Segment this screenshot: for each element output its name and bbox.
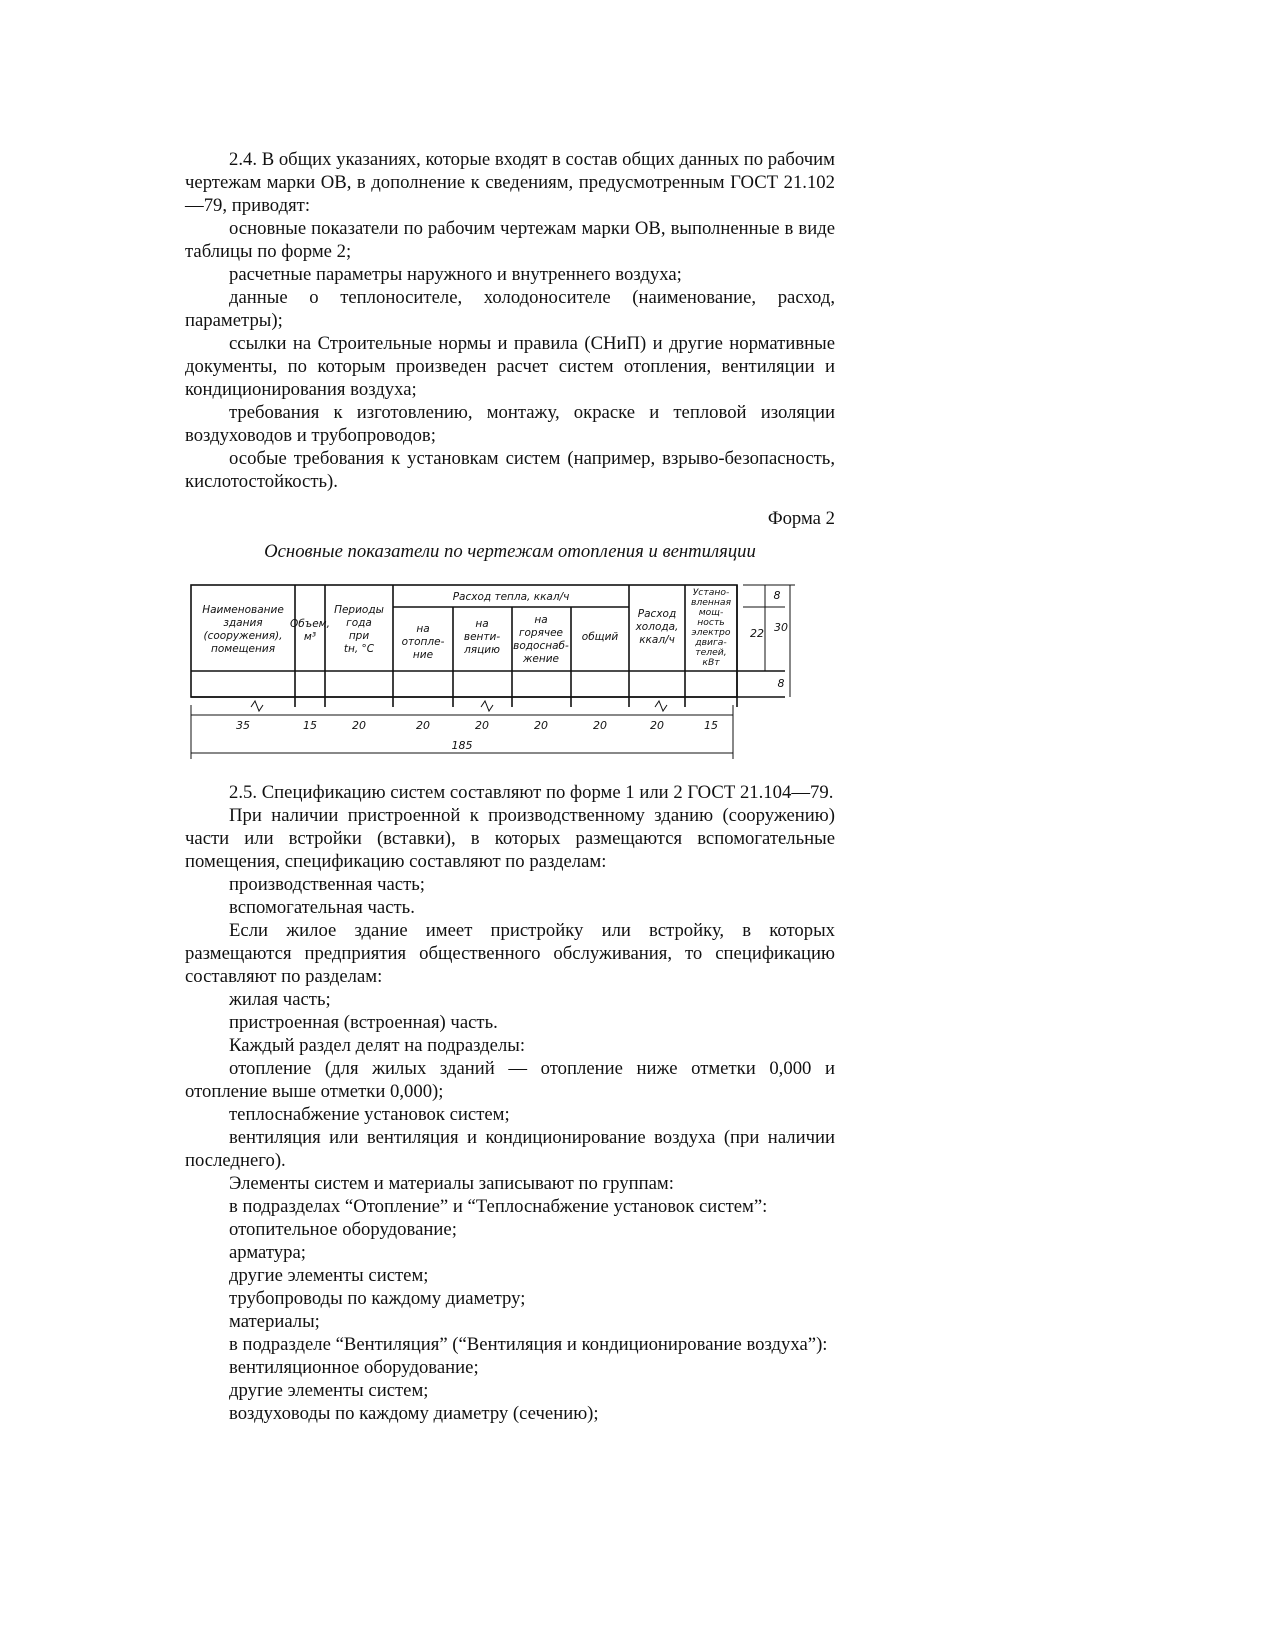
col3-line2: года xyxy=(346,617,372,629)
list-item: вспомогательная часть. xyxy=(229,897,415,918)
col1-line2: здания xyxy=(223,617,263,629)
section-2-4-intro: 2.4. В общих указаниях, которые входят в состав общих данных по рабочим чертежам марки ОВ, в дополнение к сведениям, предусмотренным ГОСТ 21.102—79, приводят: xyxy=(185,149,836,216)
width-col5: 20 xyxy=(475,719,489,732)
table-drawing xyxy=(185,577,835,767)
width-col2: 15 xyxy=(303,719,317,732)
col8-line1: Расход xyxy=(637,608,677,620)
sub3-line2: горячее xyxy=(518,627,564,639)
sub3-line3: водоснаб- xyxy=(513,640,569,652)
col9-line7: телей, xyxy=(695,647,727,658)
form-label: Форма 2 xyxy=(767,508,835,529)
list-item: отопительное оборудование; xyxy=(229,1219,457,1240)
list-item: теплоснабжение установок систем; xyxy=(229,1104,510,1125)
form-2-table-figure xyxy=(185,577,835,767)
sub2-line3: ляцию xyxy=(464,644,500,656)
width-col6: 20 xyxy=(534,719,548,732)
list-item: особые требования к установкам систем (например, взрыво-безопасность, кислотостойкость). xyxy=(185,448,835,492)
sub1-line2: отопле- xyxy=(401,636,445,648)
sub1-line3: ние xyxy=(412,649,434,661)
width-col4: 20 xyxy=(416,719,430,732)
list-item: арматура; xyxy=(229,1242,306,1263)
list-item: отопление (для жилых зданий — отопление ниже отметки 0,000 и отопление выше отметки 0,000); xyxy=(185,1058,835,1102)
list-item: Каждый раздел делят на подразделы: xyxy=(229,1035,526,1056)
list-item: жилая часть; xyxy=(229,989,331,1010)
width-col1: 35 xyxy=(236,719,250,732)
list-item: данные о теплоносителе, холодоносителе (наименование, расход, параметры); xyxy=(185,287,835,331)
col2-line1: Объем, xyxy=(290,618,330,630)
list-item: 2.5. Спецификацию систем составляют по форме 1 или 2 ГОСТ 21.104—79. xyxy=(229,782,834,803)
group-header: Расход тепла, ккал/ч xyxy=(452,591,570,603)
width-col8: 20 xyxy=(650,719,664,732)
height-row: 8 xyxy=(777,677,785,690)
col9-line1: Устано- xyxy=(692,587,730,598)
list-item: Элементы систем и материалы записывают по группам: xyxy=(229,1173,674,1194)
total-width: 185 xyxy=(451,739,473,752)
sub2-line2: венти- xyxy=(463,631,501,643)
height-header-total: 30 xyxy=(774,621,788,634)
list-item: в подразделах “Отопление” и “Теплоснабжение установок систем”: xyxy=(229,1196,768,1217)
list-item: При наличии пристроенной к производственному зданию (сооружению) части или встройки (вставки), в которых размещаются вспомогательные помещения, спецификацию составляют по разделам: xyxy=(185,805,835,872)
list-item: трубопроводы по каждому диаметру; xyxy=(229,1288,526,1309)
sub2-line1: на xyxy=(475,618,489,630)
list-item: в подразделе “Вентиляция” (“Вентиляция и кондиционирование воздуха”): xyxy=(229,1334,828,1355)
col9-line8: кВт xyxy=(702,657,720,668)
height-header-sub: 22 xyxy=(750,627,764,640)
list-item: основные показатели по рабочим чертежам марки ОВ, выполненные в виде таблицы по форме 2; xyxy=(185,218,835,262)
col3-line4: tн, °С xyxy=(343,643,375,655)
list-item: расчетные параметры наружного и внутреннего воздуха; xyxy=(229,264,682,285)
list-item: пристроенная (встроенная) часть. xyxy=(229,1012,498,1033)
sub4-line1: общий xyxy=(581,631,619,643)
width-col7: 20 xyxy=(593,719,607,732)
col9-line4: ность xyxy=(697,617,725,628)
col1-line4: помещения xyxy=(210,643,276,655)
list-item: вентиляция или вентиляция и кондиционирование воздуха (при наличии последнего). xyxy=(185,1127,835,1171)
list-item: требования к изготовлению, монтажу, окраске и тепловой изоляции воздуховодов и трубопроводов; xyxy=(185,402,835,446)
sub3-line1: на xyxy=(534,614,548,626)
col1-line1: Наименование xyxy=(202,604,284,616)
sub3-line4: жение xyxy=(522,653,560,665)
col3-line3: при xyxy=(348,630,370,642)
col9-line2: вленная xyxy=(690,597,732,608)
col1-line3: (сооружения), xyxy=(203,630,283,642)
list-item: другие элементы систем; xyxy=(229,1380,429,1401)
list-item: вентиляционное оборудование; xyxy=(229,1357,479,1378)
list-item: ссылки на Строительные нормы и правила (СНиП) и другие нормативные документы, по которым произведен расчет систем отопления, вентиляции и кондиционирования воздуха; xyxy=(185,333,835,400)
col8-line2: холода, xyxy=(635,621,679,633)
list-item: производственная часть; xyxy=(229,874,425,895)
list-item: Если жилое здание имеет пристройку или встройку, в которых размещаются предприятия общественного обслуживания, то спецификацию составляют по разделам: xyxy=(185,920,835,987)
col3-line1: Периоды xyxy=(334,604,384,616)
col2-line2: м³ xyxy=(303,631,317,643)
col8-line3: ккал/ч xyxy=(639,634,675,646)
col9-line3: мощ- xyxy=(698,607,724,618)
list-item: воздуховоды по каждому диаметру (сечению); xyxy=(229,1403,599,1424)
document-page xyxy=(185,148,835,1425)
sub1-line1: на xyxy=(416,623,430,635)
width-col9: 15 xyxy=(704,719,718,732)
list-item: другие элементы систем; xyxy=(229,1265,429,1286)
width-col3: 20 xyxy=(352,719,366,732)
col9-line6: двига- xyxy=(695,637,727,648)
col9-line5: электро xyxy=(691,627,731,638)
height-header-top: 8 xyxy=(773,589,781,602)
list-item: материалы; xyxy=(229,1311,320,1332)
form-caption: Основные показатели по чертежам отопления и вентиляции xyxy=(264,541,756,562)
